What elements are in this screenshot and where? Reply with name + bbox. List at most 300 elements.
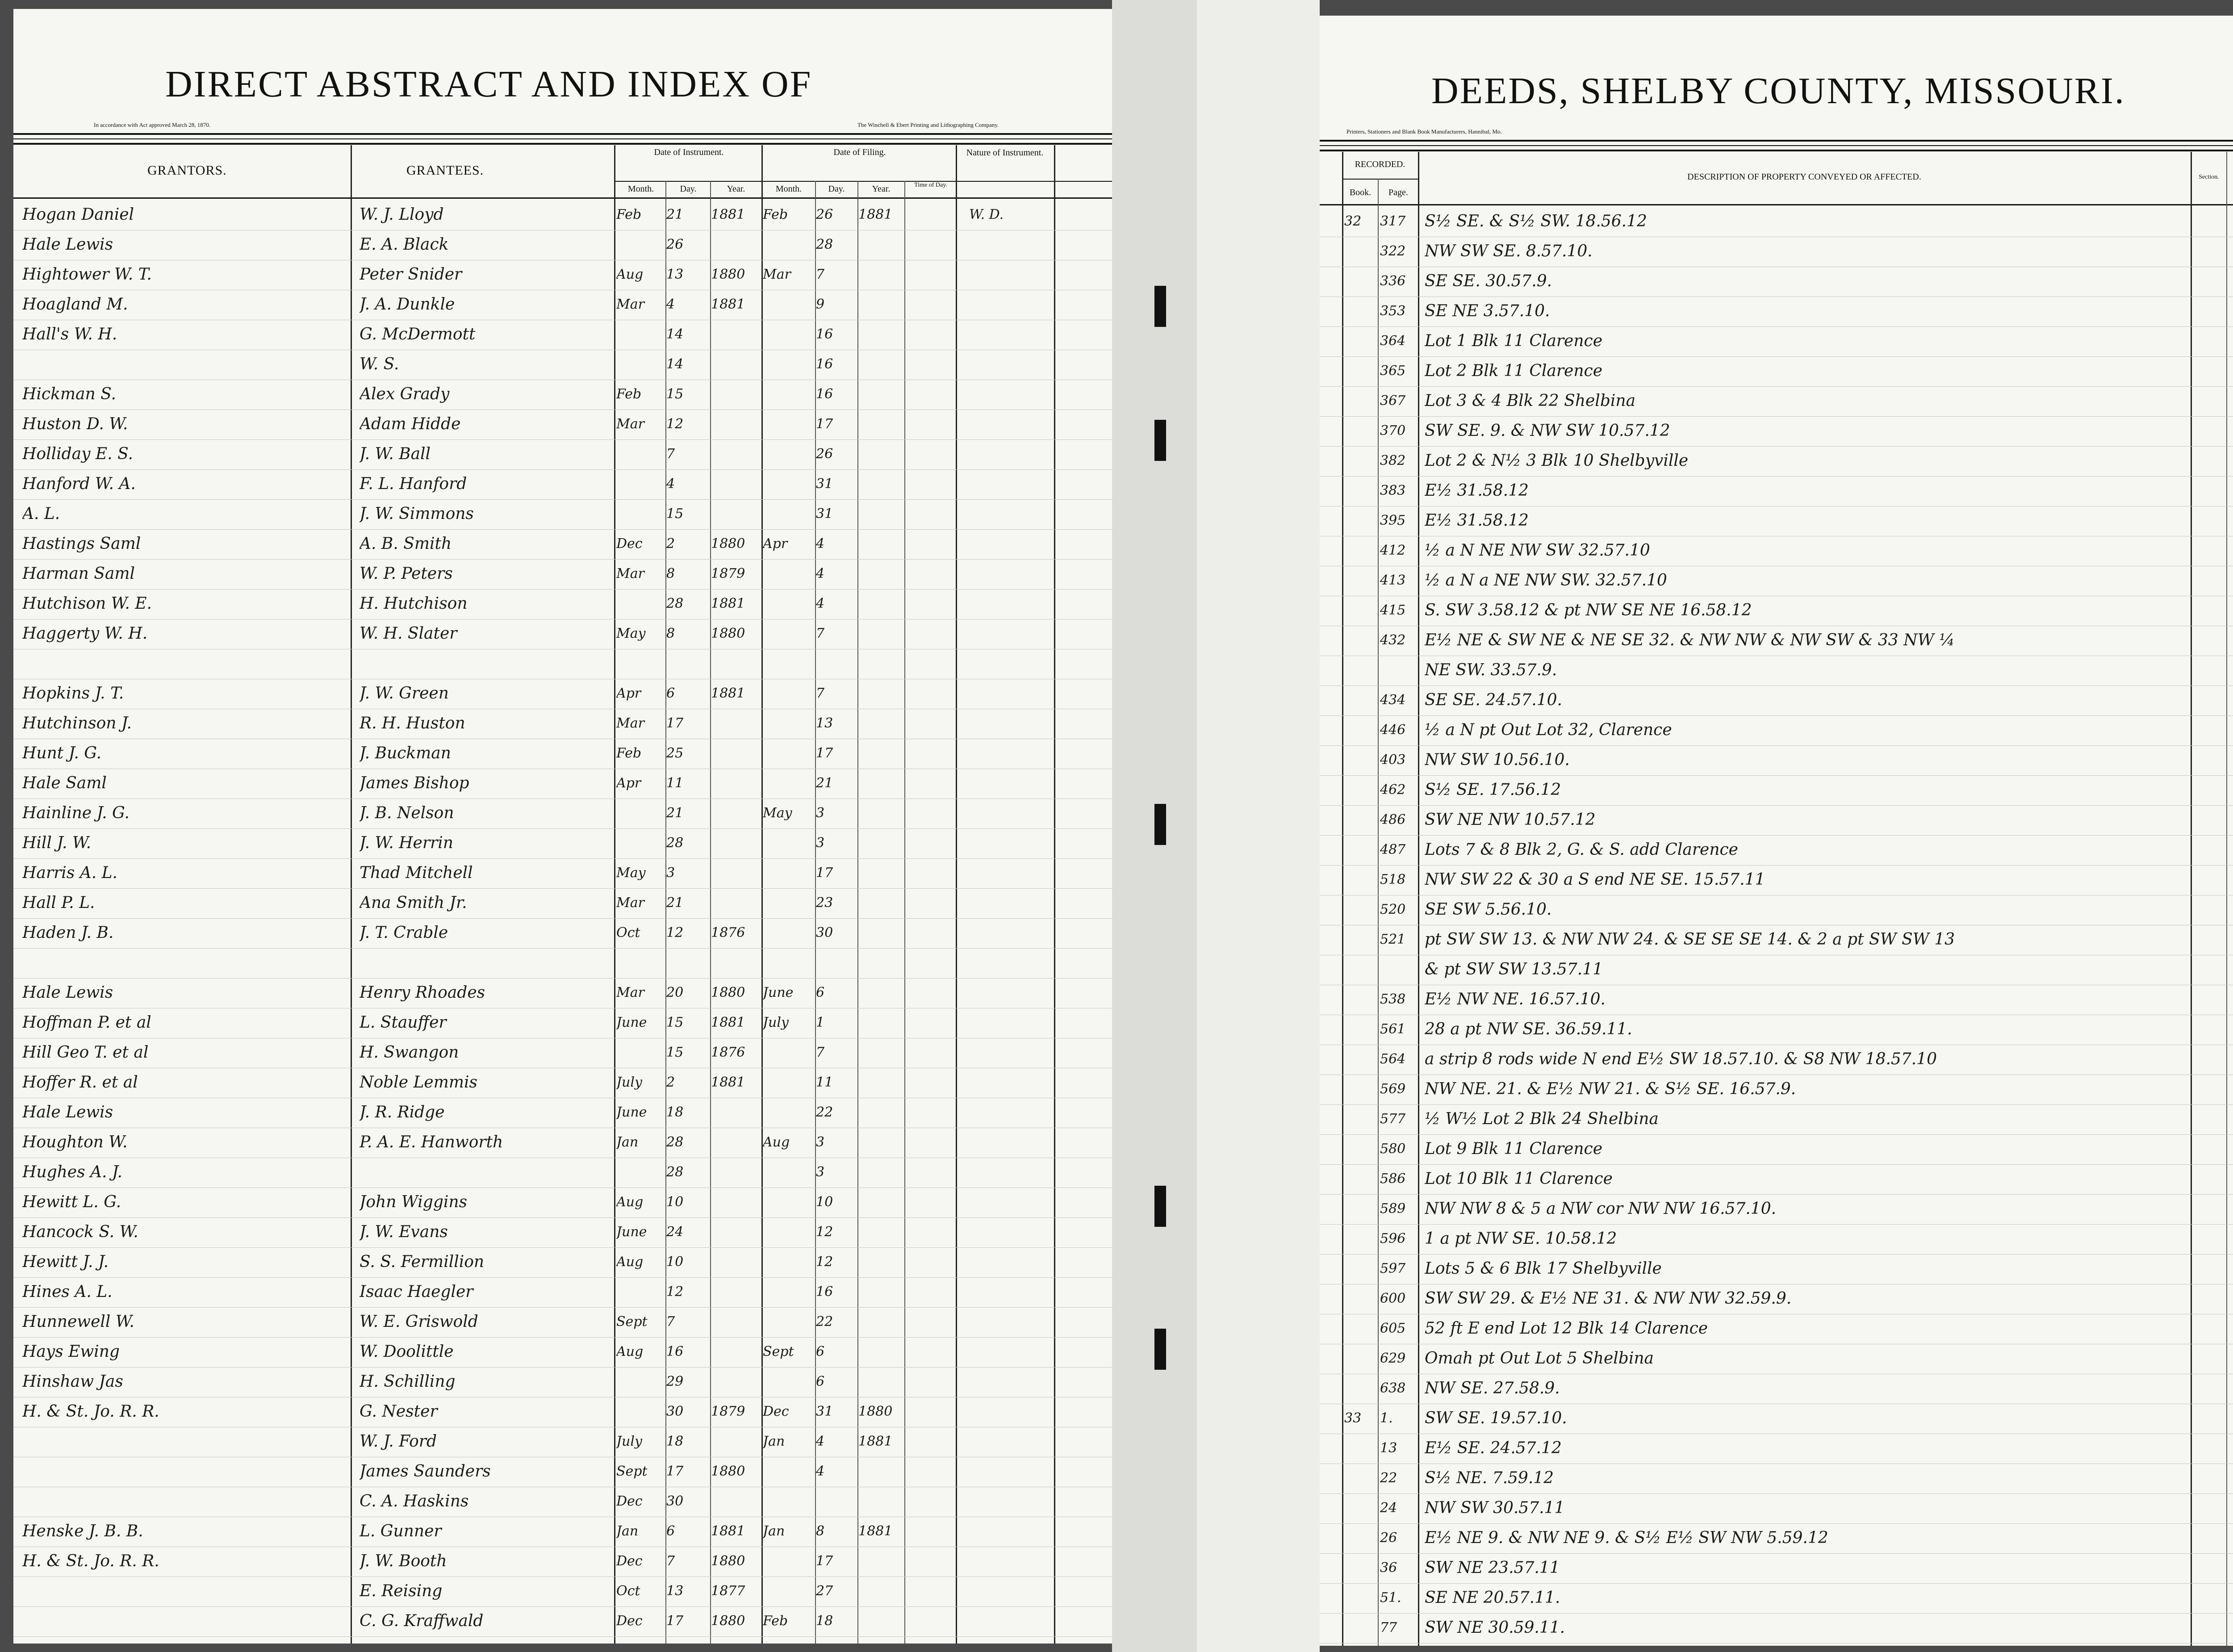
grantor-name [22, 650, 348, 678]
instrument-nature [969, 440, 1050, 468]
property-description: SE NE 20.57.11. [1425, 1589, 1560, 1607]
row-rule [1320, 356, 2233, 357]
ledger-left-page [13, 9, 1112, 1644]
recorded-book [1344, 1255, 1376, 1283]
recorded-page [1380, 657, 1417, 684]
filing-month [763, 859, 814, 887]
grantor-name: Hogan Daniel [22, 205, 134, 224]
grantee-name: G. Nester [360, 1402, 438, 1421]
recorded-page: 589 [1380, 1201, 1406, 1217]
filing-month: Mar [763, 267, 791, 282]
instrument-day: 17 [666, 1464, 684, 1479]
recorded-page: 569 [1380, 1081, 1406, 1097]
grantor-name: Hutchinson J. [22, 714, 132, 732]
instrument-day: 13 [666, 267, 684, 282]
filing-year [858, 859, 903, 887]
filing-day: 23 [816, 895, 833, 911]
header-rule [13, 133, 1112, 135]
filing-year [858, 1158, 903, 1186]
property-description: 1 a pt NW SE. 10.58.12 [1425, 1230, 1617, 1248]
grantee-name: J. T. Crable [360, 924, 448, 942]
filing-month [763, 560, 814, 588]
row-rule [13, 828, 1112, 829]
filing-year [858, 321, 903, 348]
instrument-year [711, 351, 760, 378]
grantor-name: H. & St. Jo. R. R. [22, 1402, 159, 1421]
property-description: S. SW 3.58.12 & pt NW SE NE 16.58.12 [1425, 601, 1752, 619]
instrument-nature [969, 770, 1050, 797]
grantee-name: E. A. Black [360, 235, 449, 254]
instrument-nature [969, 620, 1050, 648]
instrument-day: 4 [666, 476, 675, 492]
recorded-book [1344, 1075, 1376, 1103]
recorded-book [1344, 1165, 1376, 1193]
instrument-year [711, 1428, 760, 1455]
row-rule [1320, 416, 2233, 417]
row-rule [1320, 865, 2233, 866]
property-description: NE SW. 33.57.9. [1425, 661, 1557, 679]
filing-year [858, 261, 903, 289]
filing-month: Feb [763, 1613, 788, 1629]
property-description: ½ a N pt Out Lot 32, Clarence [1425, 721, 1672, 739]
column-divider [614, 145, 615, 1644]
recorded-book [1344, 686, 1376, 714]
grantee-name: J. W. Green [360, 684, 449, 703]
property-description: Lot 1 Blk 11 Clarence [1425, 332, 1603, 350]
recorded-book [1344, 597, 1376, 624]
instrument-day: 4 [666, 297, 675, 312]
filing-month [763, 1308, 814, 1336]
filing-day: 6 [816, 1344, 825, 1359]
filing-day: 3 [816, 1164, 825, 1180]
grantor-name: Hancock S. W. [22, 1223, 138, 1241]
filing-year [858, 1577, 903, 1605]
instrument-month: July [616, 1434, 642, 1449]
property-description: SW NE NW 10.57.12 [1425, 811, 1596, 829]
filing-day: 4 [816, 596, 825, 611]
recorded-page: 77 [1380, 1620, 1397, 1635]
instrument-year: 1881 [711, 207, 745, 222]
filing-year [858, 1069, 903, 1096]
instrument-nature [969, 740, 1050, 767]
recorded-book [1344, 896, 1376, 924]
instrument-year [711, 381, 760, 408]
instrument-month: Mar [616, 895, 644, 911]
grantor-name [22, 949, 348, 977]
row-rule [13, 1367, 1112, 1368]
instrument-nature [969, 470, 1050, 498]
property-description: Lot 2 Blk 11 Clarence [1425, 362, 1603, 380]
filing-year [858, 1099, 903, 1126]
filing-day: 4 [816, 1464, 825, 1479]
row-rule [13, 1636, 1112, 1637]
recorded-book [1344, 1195, 1376, 1223]
instrument-month [616, 799, 665, 827]
filing-year [858, 590, 903, 618]
row-rule [1320, 715, 2233, 716]
filing-day: 7 [816, 626, 825, 641]
instrument-year: 1876 [711, 925, 745, 941]
filing-year [858, 530, 903, 558]
filing-day [816, 650, 856, 678]
instrument-day [666, 650, 709, 678]
filing-year [858, 740, 903, 767]
instrument-month [616, 351, 665, 378]
property-description: SW NE 23.57.11 [1425, 1559, 1560, 1577]
row-rule [13, 439, 1112, 440]
filing-month [763, 1188, 814, 1216]
property-description: 28 a pt NW SE. 36.59.11. [1425, 1020, 1632, 1038]
filing-day: 7 [816, 267, 825, 282]
column-divider [1342, 152, 1343, 1646]
filing-year: 1881 [858, 1434, 893, 1449]
filing-day: 3 [816, 805, 825, 821]
instrument-year: 1880 [711, 536, 745, 552]
filing-year [858, 1308, 903, 1336]
instrument-year: 1881 [711, 686, 745, 701]
filing-month [763, 889, 814, 917]
recorded-book [1344, 746, 1376, 774]
filing-month [763, 410, 814, 438]
filing-month: Aug [763, 1134, 790, 1150]
instrument-year [711, 1368, 760, 1396]
instrument-nature [969, 1368, 1050, 1396]
property-description: NW SW 30.57.11 [1425, 1499, 1565, 1517]
row-rule [1320, 1523, 2233, 1524]
grantee-name: H. Hutchison [360, 594, 468, 613]
column-divider [2191, 152, 2192, 1646]
grantor-name: Haden J. B. [22, 924, 114, 942]
instrument-year [711, 829, 760, 857]
filing-day: 17 [816, 1553, 833, 1569]
filing-day: 7 [816, 686, 825, 701]
filing-year [858, 680, 903, 707]
property-description: SE NE 3.57.10. [1425, 302, 1550, 320]
instrument-nature [969, 1248, 1050, 1276]
filing-month [763, 1099, 814, 1126]
filing-month [763, 1547, 814, 1575]
filing-day: 10 [816, 1194, 833, 1210]
grantee-name: Peter Snider [360, 265, 462, 284]
filing-year [858, 470, 903, 498]
instrument-day: 28 [666, 1164, 684, 1180]
filing-year [858, 1248, 903, 1276]
grantee-name: C. A. Haskins [360, 1492, 469, 1510]
filing-month: Apr [763, 536, 788, 552]
instrument-year: 1880 [711, 1464, 745, 1479]
recorded-book [1344, 1046, 1376, 1073]
instrument-month [616, 500, 665, 528]
grantor-name: Harris A. L. [22, 864, 117, 882]
grantee-name: A. B. Smith [360, 535, 452, 553]
grantee-name: J. W. Evans [360, 1223, 448, 1241]
instrument-year: 1880 [711, 626, 745, 641]
filing-month [763, 1488, 814, 1515]
recorded-page: 353 [1380, 303, 1406, 319]
header-rule [1320, 150, 2233, 151]
recorded-page: 317 [1380, 213, 1406, 229]
grantor-name: Hill Geo T. et al [22, 1043, 149, 1062]
recorded-book [1344, 716, 1376, 744]
property-description: SW SE. 19.57.10. [1425, 1409, 1567, 1427]
instrument-year [711, 1158, 760, 1186]
header-rule [1320, 204, 2233, 205]
recorded-page: 415 [1380, 602, 1406, 618]
instrument-day: 2 [666, 1075, 675, 1090]
instrument-nature [969, 680, 1050, 707]
instrument-month: Mar [616, 416, 644, 432]
grantee-name: John Wiggins [360, 1193, 468, 1211]
filing-day: 16 [816, 386, 833, 402]
recorded-book [1344, 1464, 1376, 1492]
instrument-month: Mar [616, 985, 644, 1000]
filing-year [858, 889, 903, 917]
row-rule [1320, 1254, 2233, 1255]
column-divider [1378, 179, 1379, 1646]
grantee-name: J. W. Ball [360, 445, 431, 463]
instrument-day: 21 [666, 805, 684, 821]
row-rule [13, 1217, 1112, 1218]
instrument-year: 1880 [711, 985, 745, 1000]
recorded-book [1344, 1435, 1376, 1462]
recorded-page: 462 [1380, 782, 1406, 798]
grantee-name: J. W. Simmons [360, 505, 474, 523]
instrument-nature [969, 1577, 1050, 1605]
property-description: ½ a N a NE NW SW. 32.57.10 [1425, 571, 1667, 590]
grantee-name: W. S. [360, 355, 399, 373]
recorded-book [1344, 1614, 1376, 1642]
row-rule [1320, 745, 2233, 746]
filing-month: May [763, 805, 792, 821]
filing-day: 27 [816, 1583, 833, 1599]
filing-day: 17 [816, 865, 833, 881]
filing-day: 31 [816, 476, 833, 492]
filing-year [858, 1129, 903, 1156]
recorded-book [1344, 627, 1376, 654]
grantee-name: W. Doolittle [360, 1343, 454, 1361]
filing-year: 1881 [858, 207, 893, 222]
recorded-page: 395 [1380, 513, 1406, 528]
instrument-year: 1880 [711, 267, 745, 282]
grantor-name: Hightower W. T. [22, 265, 152, 284]
instrument-nature [969, 859, 1050, 887]
recorded-page: 432 [1380, 632, 1406, 648]
instrument-month: Dec [616, 1553, 643, 1569]
grantee-name: E. Reising [360, 1582, 443, 1600]
recorded-page: 518 [1380, 872, 1406, 887]
instrument-day: 14 [666, 356, 684, 372]
instrument-day: 16 [666, 1344, 684, 1359]
instrument-day: 28 [666, 1134, 684, 1150]
grantee-name: J. R. Ridge [360, 1103, 445, 1121]
property-description: NW SW SE. 8.57.10. [1425, 242, 1593, 260]
recorded-book [1344, 417, 1376, 445]
recorded-page: 600 [1380, 1291, 1406, 1306]
recorded-page: 365 [1380, 363, 1406, 379]
filing-year [858, 1188, 903, 1216]
instrument-month: Aug [616, 1254, 644, 1270]
instrument-month [616, 1158, 665, 1186]
instrument-month: July [616, 1075, 642, 1090]
instrument-nature [969, 1218, 1050, 1246]
column-divider [1054, 145, 1055, 1644]
property-description: SE SW 5.56.10. [1425, 900, 1552, 919]
recorded-book [1344, 986, 1376, 1013]
filing-year [858, 979, 903, 1007]
recorded-page: 597 [1380, 1261, 1406, 1276]
filing-day: 21 [816, 775, 833, 791]
filing-month [763, 710, 814, 737]
recorded-page: 413 [1380, 573, 1406, 588]
filing-month [763, 1278, 814, 1306]
property-description: SW SW 29. & E½ NE 31. & NW NW 32.59.9. [1425, 1289, 1792, 1308]
grantee-name: L. Gunner [360, 1522, 442, 1540]
row-rule [1320, 1194, 2233, 1195]
instrument-nature [969, 1607, 1050, 1635]
header-rule [614, 181, 1112, 182]
grantee-name: W. E. Griswold [360, 1313, 478, 1331]
filing-day [816, 949, 856, 977]
filing-day: 7 [816, 1045, 825, 1060]
filing-year [858, 949, 903, 977]
property-description: a strip 8 rods wide N end E½ SW 18.57.10. & S8 NW 18.57.10 [1425, 1050, 1937, 1068]
instrument-month: June [616, 1224, 647, 1240]
header-rule [1320, 140, 2233, 142]
header-rule [1320, 145, 2233, 146]
instrument-month [616, 1039, 665, 1066]
grantor-name: Hunnewell W. [22, 1313, 134, 1331]
recorded-page: 403 [1380, 752, 1406, 768]
grantor-name: A. L. [22, 505, 60, 523]
instrument-day: 24 [666, 1224, 684, 1240]
instrument-month: Mar [616, 715, 644, 731]
filing-day: 4 [816, 1434, 825, 1449]
recorded-page: 446 [1380, 722, 1406, 738]
instrument-year: 1880 [711, 1553, 745, 1569]
filing-month [763, 1368, 814, 1396]
grantees-header: GRANTEES. [406, 163, 484, 178]
filing-year [858, 1607, 903, 1635]
filing-day: 17 [816, 745, 833, 761]
filing-day: 16 [816, 326, 833, 342]
row-rule [13, 948, 1112, 949]
filing-year [858, 919, 903, 947]
instrument-month: Jan [616, 1523, 639, 1539]
recorded-book [1344, 657, 1376, 684]
instrument-nature [969, 1338, 1050, 1366]
property-description: & pt SW SW 13.57.11 [1425, 960, 1603, 979]
filing-month [763, 740, 814, 767]
instrument-year: 1881 [711, 596, 745, 611]
instrument-month: May [616, 626, 646, 641]
grantee-name: Ana Smith Jr. [360, 894, 467, 912]
filing-day-header: Day. [828, 184, 845, 194]
instrument-year [711, 1129, 760, 1156]
instrument-month [616, 1278, 665, 1306]
property-description: ½ a N NE NW SW 32.57.10 [1425, 541, 1650, 560]
instrument-year [711, 650, 760, 678]
instrument-day: 12 [666, 1284, 684, 1300]
recorded-book [1344, 537, 1376, 565]
filing-month [763, 1218, 814, 1246]
row-rule [1320, 1643, 2233, 1644]
instrument-month [616, 470, 665, 498]
filing-day: 22 [816, 1104, 833, 1120]
filing-year: 1881 [858, 1523, 893, 1539]
grantee-name: J. B. Nelson [360, 804, 454, 822]
instrument-year-header: Year. [727, 184, 745, 194]
row-rule [1320, 1134, 2233, 1135]
instrument-year: 1881 [711, 1523, 745, 1539]
column-divider [1418, 152, 1419, 1646]
property-description: Omah pt Out Lot 5 Shelbina [1425, 1349, 1654, 1368]
property-description: S½ SE. 17.56.12 [1425, 781, 1561, 799]
row-rule [13, 1247, 1112, 1248]
recorded-book [1344, 1345, 1376, 1372]
property-description: NW NE. 21. & E½ NW 21. & S½ SE. 16.57.9. [1425, 1080, 1796, 1098]
row-rule [13, 858, 1112, 859]
filing-month [763, 440, 814, 468]
filing-month [763, 770, 814, 797]
instrument-day: 28 [666, 596, 684, 611]
instrument-day: 6 [666, 686, 675, 701]
property-description: SW SE. 9. & NW SW 10.57.12 [1425, 422, 1670, 440]
instrument-day: 7 [666, 1553, 675, 1569]
row-rule [1320, 1553, 2233, 1554]
instrument-day: 14 [666, 326, 684, 342]
instrument-year [711, 1278, 760, 1306]
recorded-page: 383 [1380, 483, 1406, 498]
grantor-name: Hale Saml [22, 774, 107, 792]
recorded-page: 564 [1380, 1051, 1406, 1067]
instrument-month: Dec [616, 1613, 643, 1629]
property-description: Lots 7 & 8 Blk 2, G. & S. add Clarence [1425, 841, 1738, 859]
instrument-day: 13 [666, 1583, 684, 1599]
instrument-day: 11 [666, 775, 684, 791]
instrument-day: 8 [666, 626, 675, 641]
instrument-year [711, 1248, 760, 1276]
filing-day: 9 [816, 297, 825, 312]
page-title: DEEDS, SHELBY COUNTY, MISSOURI. [1431, 70, 2125, 112]
recorded-book [1344, 836, 1376, 864]
instrument-nature [969, 889, 1050, 917]
recorded-page: 36 [1380, 1560, 1397, 1576]
approval-note: In accordance with Act approved March 28, 1870. [94, 121, 210, 128]
filing-day: 6 [816, 985, 825, 1000]
instrument-day: 2 [666, 536, 675, 552]
row-rule [13, 529, 1112, 530]
book-header: Book. [1349, 188, 1372, 197]
filing-day: 6 [816, 1374, 825, 1389]
row-rule [1320, 1164, 2233, 1165]
filing-year [858, 410, 903, 438]
row-rule [13, 1307, 1112, 1308]
row-rule [13, 499, 1112, 500]
recorded-book [1344, 1494, 1376, 1522]
instrument-year: 1881 [711, 1075, 745, 1090]
filing-month [763, 321, 814, 348]
recorded-page: 367 [1380, 393, 1406, 409]
instrument-nature [969, 1188, 1050, 1216]
filing-month: Dec [763, 1404, 789, 1419]
filing-month [763, 351, 814, 378]
grantee-name: P. A. E. Hanworth [360, 1133, 503, 1151]
grantee-name [360, 949, 612, 977]
instrument-nature [969, 1398, 1050, 1426]
instrument-month: May [616, 865, 646, 881]
filing-year-header: Year. [872, 184, 891, 194]
grantee-name: James Bishop [360, 774, 469, 792]
